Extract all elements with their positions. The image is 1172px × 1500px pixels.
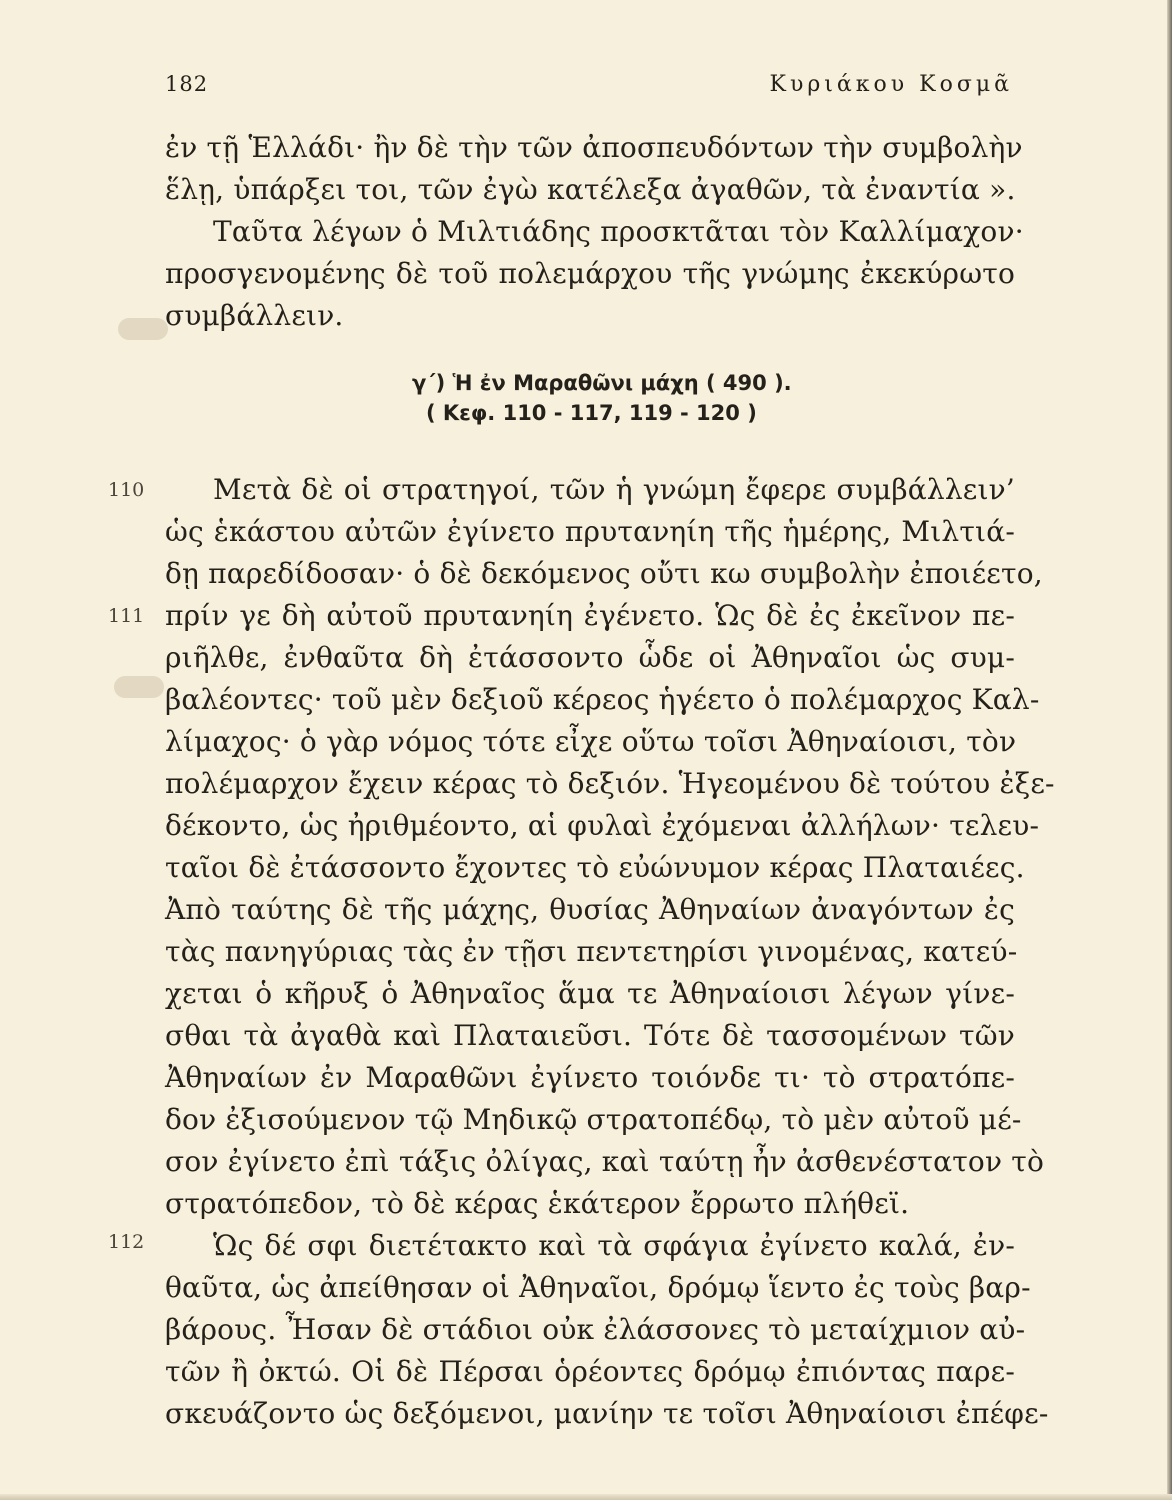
text-line: δῃ παρεδίδοσαν· ὁ δὲ δεκόμενος οὔτι κω συμβολὴν ἐποιέετο, — [165, 557, 1043, 590]
text-line: χεται ὁ κῆρυξ ὁ Ἀθηναῖος ἅμα τε Ἀθηναίοισι λέγων γίνε- — [165, 977, 1015, 1010]
text-line: ταῖοι δὲ ἐτάσσοντο ἔχοντες τὸ εὐώνυμον κέρας Πλαταιέες. — [165, 851, 1025, 884]
text-line: σκευάζοντο ὡς δεξόμενοι, μανίην τε τοῖσι Ἀθηναίοισι ἐπέφε- — [165, 1397, 1049, 1430]
text-line: Ἀπὸ ταύτης δὲ τῆς μάχης, θυσίας Ἀθηναίων ἀναγόντων ἐς — [165, 893, 1015, 926]
running-head — [165, 72, 1013, 102]
text-line: Ὡς δέ σφι διετέτακτο καὶ τὰ σφάγια ἐγίνετο καλά, ἐν- — [213, 1229, 1015, 1262]
text-line: θαῦτα, ὡς ἀπείθησαν οἱ Ἀθηναῖοι, δρόμῳ ἵεντο ἐς τοὺς βαρ- — [165, 1271, 1031, 1304]
text-line: πολέμαρχον ἔχειν κέρας τὸ δεξιόν. Ἡγεομένου δὲ τούτου ἐξε- — [165, 767, 1055, 800]
text-line: τῶν ἢ ὀκτώ. Οἱ δὲ Πέρσαι ὁρέοντες δρόμῳ ἐπιόντας παρε- — [165, 1355, 1015, 1388]
text-line: πρίν γε δὴ αὐτοῦ πρυτανηίη ἐγένετο. Ὡς δὲ ἐς ἐκεῖνον πε- — [165, 599, 1015, 632]
margin-smudge — [114, 676, 164, 698]
text-line: ἕλῃ, ὑπάρξει τοι, τῶν ἐγὼ κατέλεξα ἀγαθῶν, τὰ ἐναντία ». — [165, 173, 1016, 206]
section-subheading: ( Κεφ. 110 - 117, 119 - 120 ) — [426, 401, 757, 425]
text-line: Μετὰ δὲ οἱ στρατηγοί, τῶν ἡ γνώμη ἔφερε συμβάλλειν’ — [213, 473, 1015, 506]
text-line: προσγενομένης δὲ τοῦ πολεμάρχου τῆς γνώμης ἐκεκύρωτο — [165, 257, 1015, 290]
text-line: δέκοντο, ὡς ἠριθμέοντο, αἱ φυλαὶ ἐχόμεναι ἀλλήλων· τελευ- — [165, 809, 1040, 842]
text-line: ἐν τῇ Ἑλλάδι· ἢν δὲ τὴν τῶν ἀποσπευδόντων τὴν συμβολὴν — [165, 131, 1023, 164]
margin-chapter-number: 111 — [108, 605, 145, 627]
text-line: λίμαχος· ὁ γὰρ νόμος τότε εἶχε οὕτω τοῖσι Ἀθηναίοισι, τὸν — [165, 725, 1017, 758]
text-line: σθαι τὰ ἀγαθὰ καὶ Πλαταιεῦσι. Τότε δὲ τασσομένων τῶν — [165, 1019, 1015, 1052]
margin-smudge — [118, 318, 168, 340]
page-bottom-edge — [0, 1494, 1172, 1500]
text-line: συμβάλλειν. — [165, 299, 344, 332]
margin-chapter-number: 112 — [108, 1231, 145, 1253]
text-line: ριῆλθε, ἐνθαῦτα δὴ ἐτάσσοντο ὧδε οἱ Ἀθηναῖοι ὡς συμ- — [165, 641, 1015, 674]
text-line: Ταῦτα λέγων ὁ Μιλτιάδης προσκτᾶται τὸν Καλλίμαχον· — [213, 215, 1024, 248]
text-line: τὰς πανηγύριας τὰς ἐν τῇσι πεντετηρίσι γινομένας, κατεύ- — [165, 935, 1018, 968]
text-line: σον ἐγίνετο ἐπὶ τάξις ὀλίγας, καὶ ταύτῃ ἦν ἀσθενέστατον τὸ — [165, 1145, 1045, 1178]
page-edge-shadow — [1167, 0, 1172, 1500]
text-line: Ἀθηναίων ἐν Μαραθῶνι ἐγίνετο τοιόνδε τι· τὸ στρατόπε- — [165, 1061, 1015, 1094]
text-line: βαλέοντες· τοῦ μὲν δεξιοῦ κέρεος ἡγέετο ὁ πολέμαρχος Καλ- — [165, 683, 1040, 716]
text-line: βάρους. Ἦσαν δὲ στάδιοι οὐκ ἐλάσσονες τὸ μεταίχμιον αὐ- — [165, 1313, 1026, 1346]
text-line: ὡς ἑκάστου αὐτῶν ἐγίνετο πρυτανηίη τῆς ἡμέρης, Μιλτιά- — [165, 515, 1015, 548]
running-title: Κυριάκου Κοσμᾶ — [769, 72, 1013, 97]
section-heading: γ΄) Ἡ ἐν Μαραθῶνι μάχη ( 490 ). — [412, 371, 792, 395]
text-line: δον ἐξισούμενον τῷ Μηδικῷ στρατοπέδῳ, τὸ μὲν αὐτοῦ μέ- — [165, 1103, 1022, 1136]
margin-chapter-number: 110 — [108, 479, 145, 501]
page-number: 182 — [165, 72, 209, 96]
text-line: στρατόπεδον, τὸ δὲ κέρας ἑκάτερον ἔρρωτο πλήθεϊ. — [165, 1187, 910, 1220]
